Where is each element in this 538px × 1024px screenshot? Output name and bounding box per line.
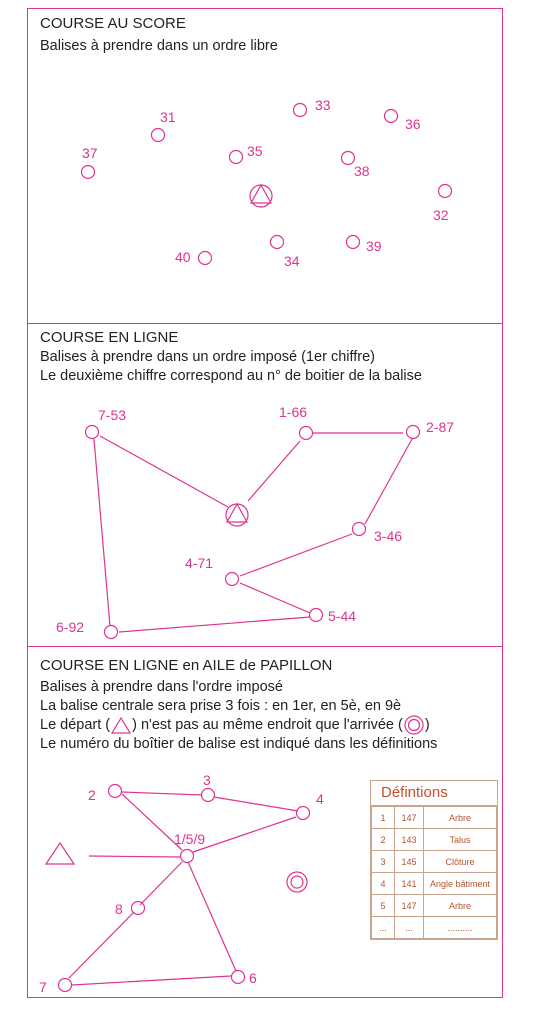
control-circle [407,426,420,439]
control-label: 1-66 [279,404,308,420]
def-description: Arbre [424,807,497,829]
butterfly-desc-4: Le numéro du boîtier de balise est indiqué dans les définitions [40,736,438,752]
line-title: COURSE EN LIGNE [40,329,179,346]
control-circle [385,110,398,123]
control-circle [439,185,452,198]
start-note: Le départ ( [40,716,111,733]
def-box-number: 147 [395,807,424,829]
butterfly-title: COURSE EN LIGNE en AILE de PAPILLON [40,657,333,674]
leg [119,617,310,632]
control-label: 3 [203,772,211,788]
control-circle [86,426,99,439]
def-description: Talus [424,829,497,851]
control-circle [132,902,145,915]
def-description: Clôture [424,851,497,873]
control-circle [342,152,355,165]
control-label: 33 [315,97,331,113]
line-map [28,324,504,648]
def-index: 3 [372,851,395,873]
control-circle [294,104,307,117]
def-description: Angle bâtiment [424,873,497,895]
leg [100,436,228,507]
def-box-number: ... [395,917,424,939]
def-index: 2 [372,829,395,851]
start-triangle [46,843,74,864]
control-circle [353,523,366,536]
def-description: Arbre [424,895,497,917]
control-label: 34 [284,253,300,269]
control-circle [297,807,310,820]
control-label: 6-92 [56,619,85,635]
control-circle [105,626,118,639]
control-label: 2 [88,787,96,803]
control-circle [232,971,245,984]
control-label: 35 [247,143,263,159]
control-label: 32 [433,207,449,223]
start-triangle [226,504,248,526]
control-label: 38 [354,163,370,179]
control-label: 40 [175,249,191,265]
control-circle [202,789,215,802]
butterfly-desc-1: Balises à prendre dans l'ordre imposé [40,679,283,695]
leg [94,439,110,626]
control-circle [199,252,212,265]
control-label: 6 [249,970,257,986]
control-label: 1/5/9 [174,831,206,847]
control-label: 7 [39,979,47,995]
line-course-panel [27,323,503,647]
table-row [372,851,497,873]
definitions-grid [371,806,497,939]
finish-note: ) n'est pas au même endroit que l'arrivée ( [132,716,403,733]
leg [240,534,352,576]
control-circle [230,151,243,164]
finish-circle [287,872,307,892]
control-circle [181,850,194,863]
control-label: 4 [316,791,324,807]
table-row [372,829,497,851]
leg [122,792,202,795]
control-label: 37 [82,145,98,161]
leg [240,583,310,613]
line-desc-2: Le deuxième chiffre correspond au n° de boitier de la balise [40,368,422,384]
control-label: 3-46 [374,528,403,544]
def-box-number: 141 [395,873,424,895]
leg [72,976,231,985]
control-label: 8 [115,901,123,917]
table-row [372,807,497,829]
score-title: COURSE AU SCORE [40,15,186,32]
control-label: 2-87 [426,419,455,435]
leg [89,856,180,857]
control-circle [226,573,239,586]
score-map [28,9,504,325]
def-box-number: 145 [395,851,424,873]
note-close: ) [424,716,430,733]
control-label: 7-53 [98,407,127,423]
leg [69,912,134,978]
control-label: 4-71 [185,555,214,571]
leg [193,817,296,852]
control-label: 36 [405,116,421,132]
control-circle [310,609,323,622]
table-row [372,917,497,939]
def-index: 4 [372,873,395,895]
definitions-table [370,780,498,940]
line-desc-1: Balises à prendre dans un ordre imposé (1er chiffre) [40,349,376,365]
table-row [372,895,497,917]
score-course-panel [27,8,503,324]
control-circle [300,427,313,440]
leg [188,862,236,971]
score-subtitle: Balises à prendre dans un ordre libre [40,38,278,54]
def-description: .......... [424,917,497,939]
control-circle [109,785,122,798]
control-label: 39 [366,238,382,254]
leg [365,439,412,524]
control-circle [152,129,165,142]
control-circle [82,166,95,179]
def-index: 5 [372,895,395,917]
table-row [372,873,497,895]
def-index: 1 [372,807,395,829]
start-triangle [250,185,272,207]
control-circle [347,236,360,249]
def-index: ... [372,917,395,939]
control-label: 31 [160,109,176,125]
control-label: 5-44 [328,608,357,624]
control-circle [59,979,72,992]
control-circle [271,236,284,249]
leg [122,794,182,850]
definitions-title: Défintions [371,781,497,806]
def-box-number: 143 [395,829,424,851]
leg [214,797,298,811]
leg [248,441,300,501]
def-box-number: 147 [395,895,424,917]
butterfly-desc-2: La balise centrale sera prise 3 fois : en 1er, en 5è, en 9è [40,698,402,714]
butterfly-course-panel [27,646,503,998]
leg [140,862,182,905]
